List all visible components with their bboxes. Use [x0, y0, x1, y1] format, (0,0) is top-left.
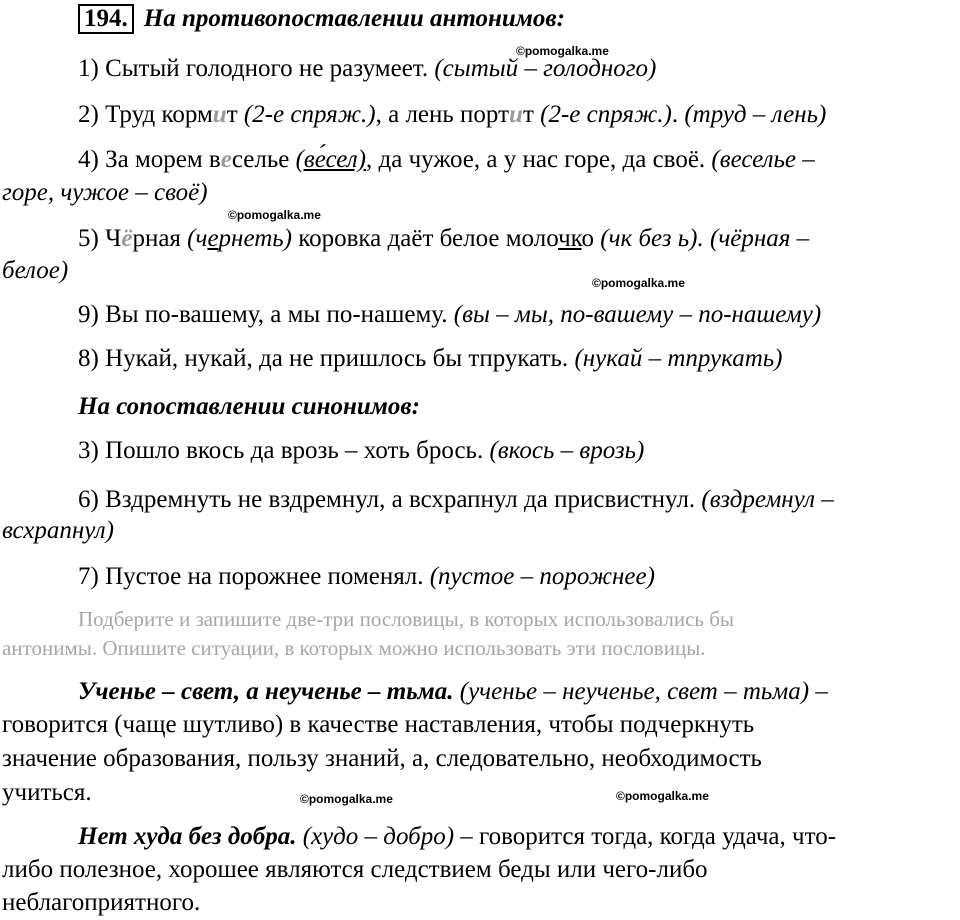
watermark: ©pomogalka.me [300, 792, 393, 806]
watermark: ©pomogalka.me [516, 44, 609, 58]
highlight-letter: е [220, 146, 232, 173]
proverb-note: (вкось – врозь) [489, 437, 645, 464]
list-item [78, 100, 826, 130]
grammar-note: (2-е спряж.) [540, 101, 672, 128]
proverb-text: 8) Нукай, нукай, да не пришлось бы тпрукать. [78, 345, 569, 372]
list-item [78, 562, 655, 592]
paragraph-line: говорится (чаще шутливо) в качестве наставления, чтобы подчеркнуть [2, 711, 755, 738]
underlined-letters: чк [558, 225, 582, 252]
text-part: – говорится тогда, когда удача, что- [454, 823, 837, 850]
grammar-note: (чк без ь). [600, 225, 704, 252]
text-part: 5) Ч [78, 225, 122, 252]
list-item [78, 436, 644, 466]
answer-paragraph-1 [78, 677, 828, 707]
proverb-note: (вы – мы, по-вашему – по-нашему) [453, 301, 822, 328]
list-item [78, 485, 834, 515]
text-part: т [226, 101, 238, 128]
answer-paragraph-2 [78, 822, 836, 852]
text-part: , да чужое, а у нас горе, да своё. [366, 146, 706, 173]
heading-text: На противопоставлении антонимов: [143, 5, 565, 32]
text-part: , а лень порт [375, 101, 510, 128]
task-number: 194. [78, 4, 134, 34]
proverb-text: 3) Пошло вкось да врозь – хоть брось. [78, 437, 484, 464]
watermark: ©pomogalka.me [592, 276, 685, 290]
proverb-note: (труд – лень) [684, 101, 827, 128]
proverb-title: Ученье – свет, а неученье – тьма. [78, 678, 454, 705]
proverb-text: 1) Сытый голодного не разумеет. [78, 55, 429, 82]
proverb-note: (вздремнул – [701, 486, 834, 513]
list-item [78, 344, 782, 374]
list-item [78, 224, 809, 254]
proverb-note: (чёрная – [710, 225, 810, 252]
proverb-note: (веселье – [711, 146, 815, 173]
highlight-letter: и [212, 101, 227, 128]
proverb-text: 9) Вы по-вашему, а мы по-нашему. [78, 301, 448, 328]
text-part: (ч [187, 225, 208, 252]
proverb-note-continued: всхрапнул) [2, 517, 114, 544]
proverb-note-continued: горе, чужое – своё) [2, 179, 208, 206]
underlined-letter: е [207, 225, 219, 252]
section-heading-antonyms [78, 4, 565, 34]
grammar-note: (2-е спряж.) [243, 101, 376, 128]
proverb-note: (нукай – тпрукать) [574, 345, 783, 372]
text-part: 2) Труд корм [78, 101, 213, 128]
text-part: о [581, 225, 595, 252]
task-text-line: антонимы. Опишите ситуации, в которых можно использовать эти пословицы. [2, 636, 706, 660]
check-word: (ве́сел) [295, 146, 367, 173]
highlight-letter: и [509, 101, 523, 128]
proverb-text: 6) Вздремнуть не вздремнул, а всхрапнул да присвистнул. [78, 486, 696, 513]
text-part: коровка даёт белое моло [298, 225, 559, 252]
text-part: рная [132, 225, 181, 252]
paragraph-line: неблагоприятного. [2, 889, 201, 916]
paragraph-line: значение образования, пользу знаний, а, следовательно, необходимость [2, 745, 762, 772]
proverb-note: (сытый – голодного) [434, 55, 657, 82]
proverb-text: 7) Пустое на порожнее поменял. [78, 563, 424, 590]
text-part: селье [231, 146, 290, 173]
list-item [78, 145, 815, 175]
proverb-note-continued: белое) [2, 257, 69, 284]
check-word [187, 225, 292, 252]
list-item [78, 300, 821, 330]
proverb-title: Нет худа без добра. [78, 823, 297, 850]
paragraph-line: либо полезное, хорошее являются следствием беды или чего-либо [2, 856, 708, 883]
text-part: – [809, 678, 828, 705]
proverb-note: (худо – добро) [302, 823, 455, 850]
highlight-letter: ё [121, 225, 133, 252]
watermark: ©pomogalka.me [616, 789, 709, 803]
text-part: . [671, 101, 679, 128]
section-heading-synonyms: На сопоставлении синонимов: [78, 393, 420, 420]
proverb-note: (ученье – неученье, свет – тьма) [459, 678, 810, 705]
task-text-line: Подберите и запишите две-три пословицы, в которых использовались бы [78, 607, 735, 631]
text-part: рнеть) [218, 225, 292, 252]
text-part: т [522, 101, 534, 128]
watermark: ©pomogalka.me [228, 208, 321, 222]
text-part: 4) За морем в [78, 146, 221, 173]
paragraph-line: учиться. [2, 779, 92, 806]
proverb-note: (пустое – порожнее) [429, 563, 655, 590]
list-item [78, 54, 656, 84]
